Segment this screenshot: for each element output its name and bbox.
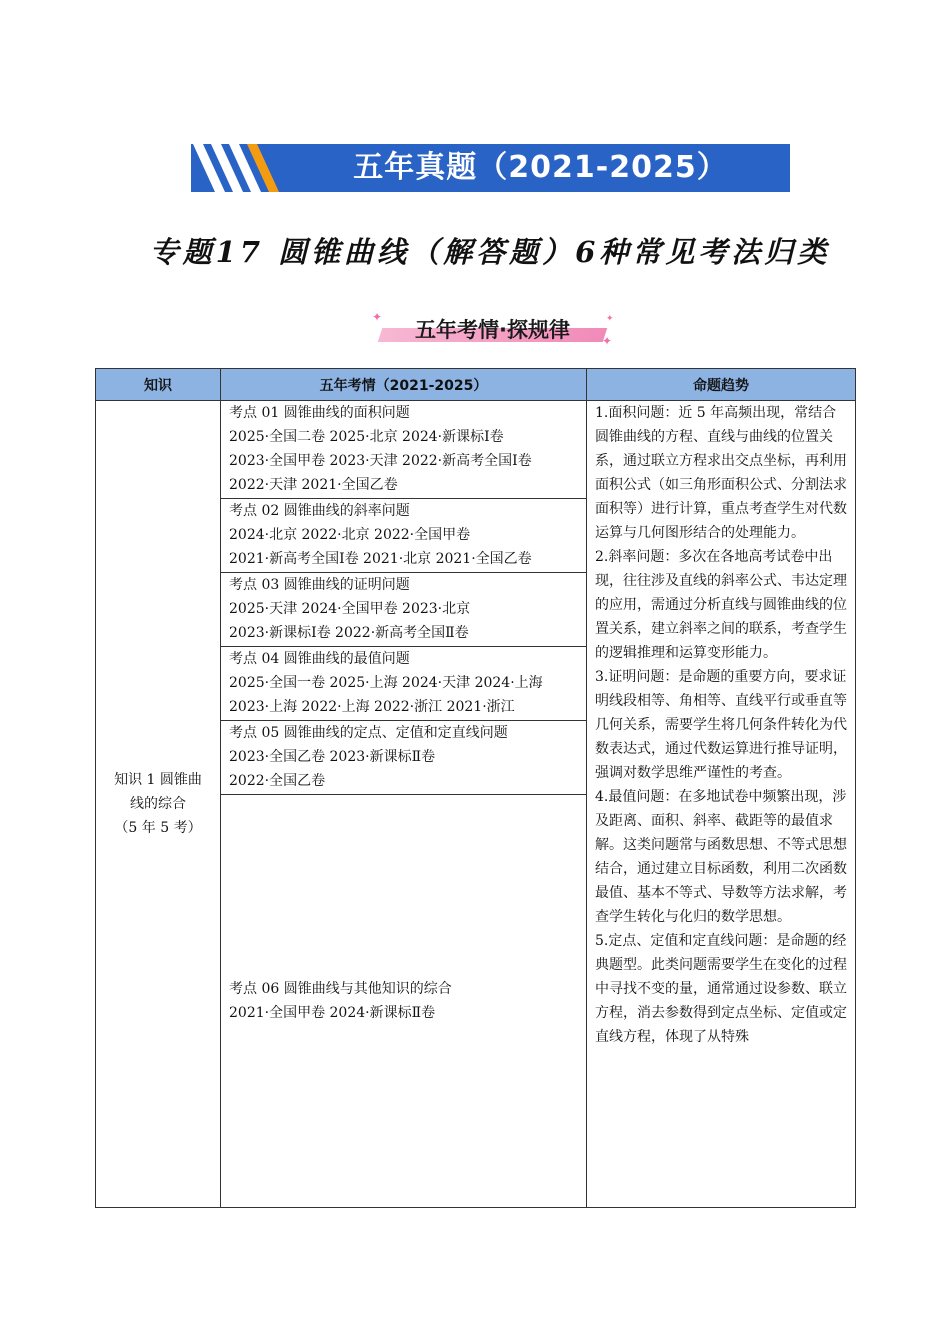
sparkle-icon: ✦ <box>372 310 383 324</box>
kaodian-years: 2023·全国甲卷 2023·天津 2022·新高考全国Ⅰ卷 <box>229 453 532 469</box>
kaodian-title: 考点 01 圆锥曲线的面积问题 <box>229 405 410 421</box>
kaodian-block <box>221 573 586 647</box>
subtitle-text: 五年考情·探规律 <box>415 318 570 342</box>
kaodian-years: 2021·全国甲卷 2024·新课标Ⅱ卷 <box>229 1004 436 1021</box>
knowledge-cell <box>96 401 221 1208</box>
kaodian-block <box>221 795 586 1207</box>
kaodian-years: 2022·天津 2021·全国乙卷 <box>229 477 398 493</box>
header-knowledge: 知识 <box>96 369 221 401</box>
kaodian-title: 考点 05 圆锥曲线的定点、定值和定直线问题 <box>229 725 508 741</box>
section-subtitle <box>370 308 615 352</box>
trend-paragraph: 4.最值问题：在多地试卷中频繁出现，涉及距离、面积、斜率、截距等的最值求解。这类问题常与函数思想、不等式思想结合，通过建立目标函数，利用二次函数最值、基本不等式、导数等方法求解，考查学生转化与化归的数学思想。 <box>595 789 847 925</box>
trend-paragraph: 5.定点、定值和定直线问题：是命题的经典题型。此类问题需要学生在变化的过程中寻找不变的量，通常通过设参数、联立方程，消去参数得到定点坐标、定值或定直线方程，体现了从特殊 <box>595 933 847 1045</box>
banner-title: 五年真题（2021-2025） <box>353 150 728 185</box>
kaodian-years: 2024·北京 2022·北京 2022·全国甲卷 <box>229 527 471 543</box>
table-header-row <box>96 369 856 401</box>
knowledge-line: 线的综合 <box>130 796 186 812</box>
kaodian-years: 2025·全国二卷 2025·北京 2024·新课标Ⅰ卷 <box>229 429 504 445</box>
kaodian-block <box>221 647 586 721</box>
kaodian-years: 2023·上海 2022·上海 2022·浙江 2021·浙江 <box>229 699 515 715</box>
sparkle-icon: ✦ <box>606 314 614 324</box>
kaodian-title: 考点 04 圆锥曲线的最值问题 <box>229 651 410 667</box>
kaodian-block <box>221 401 586 499</box>
kaodian-block <box>221 499 586 573</box>
trend-cell <box>587 401 856 1208</box>
trend-paragraph: 1.面积问题：近 5 年高频出现，常结合圆锥曲线的方程、直线与曲线的位置关系，通过联立方程求出交点坐标，再利用面积公式（如三角形面积公式、分割法求面积等）进行计算，重点考查学生对代数运算与几何图形结合的处理能力。 <box>595 405 847 541</box>
knowledge-line: 知识 1 圆锥曲 <box>114 772 202 788</box>
kaodian-block <box>221 721 586 795</box>
kaodian-years: 2023·新课标Ⅰ卷 2022·新高考全国Ⅱ卷 <box>229 625 469 641</box>
kaodian-years: 2021·新高考全国Ⅰ卷 2021·北京 2021·全国乙卷 <box>229 551 532 567</box>
trend-paragraph: 3.证明问题：是命题的重要方向，要求证明线段相等、角相等、直线平行或垂直等几何关系，需要学生将几何条件转化为代数表达式，通过代数运算进行推导证明，强调对数学思维严谨性的考查。 <box>595 669 847 781</box>
page-title: 专题17 圆锥曲线（解答题）6种常见考法归类 <box>149 235 831 269</box>
kaodian-title: 考点 03 圆锥曲线的证明问题 <box>229 577 410 593</box>
trend-paragraph: 2.斜率问题：多次在各地高考试卷中出现，往往涉及直线的斜率公式、韦达定理的应用，需通过分析直线与圆锥曲线的位置关系，建立斜率之间的联系，考查学生的逻辑推理和运算变形能力。 <box>595 549 847 661</box>
kaodian-title: 考点 06 圆锥曲线与其他知识的综合 <box>229 980 452 997</box>
header-trend: 命题趋势 <box>587 369 856 401</box>
knowledge-line: （5 年 5 考） <box>114 820 202 836</box>
sparkle-icon: ✦ <box>602 334 613 348</box>
exams-cell <box>221 401 587 1208</box>
exam-summary-table <box>95 368 856 1208</box>
banner-stripes-graphic <box>191 144 301 192</box>
kaodian-title: 考点 02 圆锥曲线的斜率问题 <box>229 503 410 519</box>
header-banner <box>191 144 790 192</box>
table-row <box>96 401 856 1208</box>
header-exams: 五年考情（2021-2025） <box>221 369 587 401</box>
kaodian-years: 2025·天津 2024·全国甲卷 2023·北京 <box>229 601 471 617</box>
kaodian-years: 2023·全国乙卷 2023·新课标Ⅱ卷 <box>229 749 436 765</box>
kaodian-years: 2022·全国乙卷 <box>229 773 326 789</box>
kaodian-years: 2025·全国一卷 2025·上海 2024·天津 2024·上海 <box>229 675 543 691</box>
